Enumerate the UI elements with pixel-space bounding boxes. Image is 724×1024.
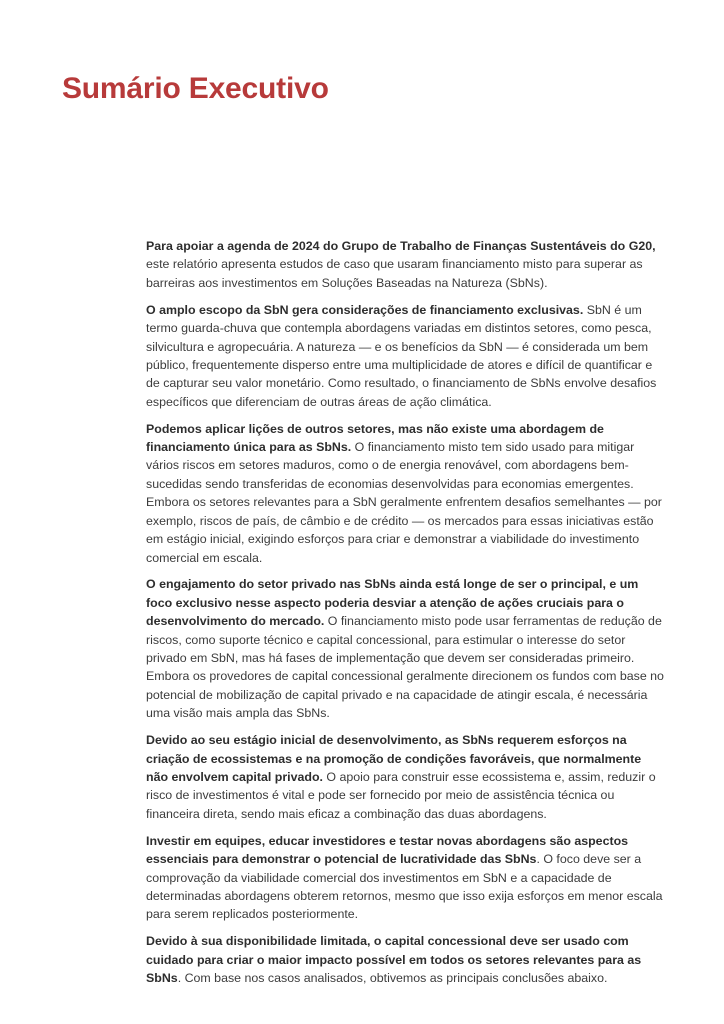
paragraph-concessional-capital (146, 932, 664, 987)
paragraph-lead: Investir em equipes, educar investidores e testar novas abordagens são aspectos essenciais para demonstrar o potencial de lucratividade das SbNs (146, 833, 629, 867)
paragraph-text: . O foco deve ser a comprovação da viabilidade comercial dos investimentos em SbN e a capacidade de determinadas abordagens obterem retornos, mesmo que isso exija esforços em menor escala para serem replicados posteriormente. (146, 852, 663, 922)
paragraph-teams-investors (146, 832, 664, 924)
paragraph-text: O financiamento misto tem sido usado para mitigar vários riscos em setores maduros, como o de energia renovável, com abordagens bem-sucedidas sendo transferidas de economias desenvolvidas para economias emergentes. Embora os setores relevantes para a SbN geralmente enfrentem desafios semelhantes — por exemplo, riscos de país, de câmbio e de crédito — os mercados para essas iniciativas estão em estágio inicial, exigindo esforços para criar e demonstrar a viabilidade do investimento comercial em escala. (146, 440, 662, 565)
paragraph-text: este relatório apresenta estudos de caso que usaram financiamento misto para superar as barreiras aos investimentos em Soluções Baseadas na Natureza (SbNs). (146, 257, 643, 290)
paragraph-g20-agenda (146, 237, 664, 292)
paragraph-private-sector (146, 575, 664, 722)
paragraph-lead: Devido ao seu estágio inicial de desenvolvimento, as SbNs requerem esforços na criação de ecossistemas e na promoção de condições favoráveis, que normalmente não envolvem capital privado. (146, 733, 642, 784)
paragraph-lead: Para apoiar a agenda de 2024 do Grupo de Trabalho de Finanças Sustentáveis do G20, (146, 239, 656, 253)
paragraph-lead: O amplo escopo da SbN gera considerações de financiamento exclusivas. (146, 302, 584, 317)
paragraph-lessons (146, 420, 664, 567)
paragraph-text: O financiamento misto pode usar ferramentas de redução de riscos, como suporte técnico e capital concessional, para estimular o interesse do setor privado em SbN, mas há fases de implementação que devem ser consideradas primeiro. Embora os provedores de capital concessional geralmente direcionem os fundos com base no potencial de mobilização de capital privado e na capacidade de atingir escala, é necessária uma visão mais ampla das SbNs. (146, 614, 664, 721)
paragraph-text: SbN é um termo guarda-chuva que contempla abordagens variadas em distintos setores, como pesca, silvicultura e agropecuária. A natureza — e os benefícios da SbN — é considerada um bem público, frequentemente disperso entre uma multiplicidade de atores e difícil de quantificar e de capturar seu valor monetário. Como resultado, o financiamento de SbNs envolve desafios específicos que diferenciam de outras áreas de ação climática. (146, 302, 657, 409)
paragraph-lead: O engajamento do setor privado nas SbNs ainda está longe de ser o principal, e um foco exclusivo nesse aspecto poderia desviar a atenção de ações cruciais para o desenvolvimento do mercado. (146, 577, 639, 629)
executive-summary-body (146, 237, 664, 996)
paragraph-sbn-scope (146, 301, 664, 411)
paragraph-text: O apoio para construir esse ecossistema e, assim, reduzir o risco de investimentos é vital e pode ser fornecido por meio de assistência técnica ou financeira direta, sendo mais eficaz a combinação das duas abordagens. (146, 769, 656, 821)
paragraph-lead: Devido à sua disponibilidade limitada, o capital concessional deve ser usado com cuidado para criar o maior impacto possível em todos os setores relevantes para as SbNs (146, 934, 642, 986)
page-title: Sumário Executivo (62, 72, 329, 105)
paragraph-lead: Podemos aplicar lições de outros setores, mas não existe uma abordagem de financiamento única para as SbNs. (146, 421, 604, 455)
paragraph-ecosystems (146, 731, 664, 823)
paragraph-text: . Com base nos casos analisados, obtivemos as principais conclusões abaixo. (177, 971, 608, 986)
